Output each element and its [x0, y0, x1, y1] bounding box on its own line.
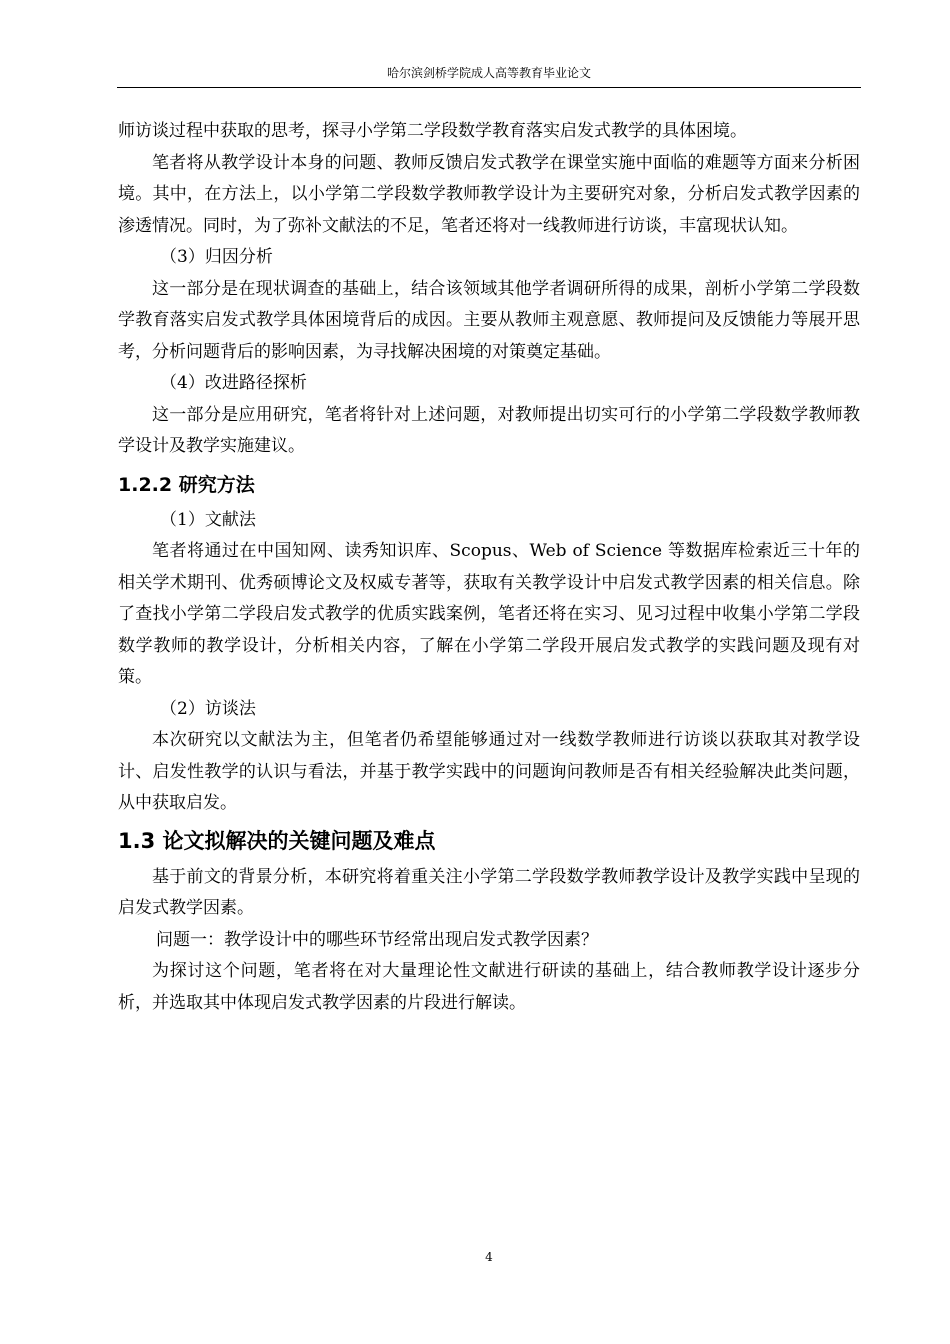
item-improvement-path: （4）改进路径探析 — [160, 373, 307, 393]
running-header: 哈尔滨剑桥学院成人高等教育毕业论文 — [386, 66, 591, 80]
paragraph-improvement: 这一部分是应用研究，笔者将针对上述问题，对教师提出切实可行的小学第二学段数学教师教学设计及教学实施建议。 — [118, 404, 860, 456]
paragraph-literature-method: 笔者将通过在中国知网、读秀知识库、Scopus、Web of Science 等数据库检索近三十年的相关学术期刊、优秀硕博论文及权威专著等，获取有关教学设计中启发式教学因素的相关信息。除了查找小学第二学段启发式教学的优质实践案例，笔者还将在实习、见习过程中收集小学第二学段数学教师的教学设计，分析相关内容，了解在小学第二学段开展启发式教学的实践问题及现有对策。 — [118, 541, 860, 687]
section-heading-research-methods: 1.2.2 研究方法 — [118, 473, 255, 496]
page-number: 4 — [485, 1250, 493, 1264]
paragraph-continuation: 师访谈过程中获取的思考，探寻小学第二学段数学教育落实启发式教学的具体困境。 — [118, 121, 747, 141]
header-rule — [117, 87, 861, 88]
item-literature-method: （1）文献法 — [160, 509, 256, 530]
paragraph-question-approach: 为探讨这个问题，笔者将在对大量理论性文献进行研读的基础上，结合教师教学设计逐步分析，并选取其中体现启发式教学因素的片段进行解读。 — [118, 961, 860, 1013]
item-interview-method: （2）访谈法 — [160, 698, 256, 719]
section-heading-key-problems: 1.3 论文拟解决的关键问题及难点 — [118, 828, 436, 853]
paragraph-background: 基于前文的背景分析，本研究将着重关注小学第二学段数学教师教学设计及教学实践中呈现的启发式教学因素。 — [118, 866, 860, 918]
paragraph-difficulty-analysis: 笔者将从教学设计本身的问题、教师反馈启发式教学在课堂实施中面临的难题等方面来分析困境。其中，在方法上，以小学第二学段数学教师教学设计为主要研究对象，分析启发式教学因素的渗透情况。同时，为了弥补文献法的不足，笔者还将对一线教师进行访谈，丰富现状认知。 — [118, 152, 860, 236]
question-one: 问题一：教学设计中的哪些环节经常出现启发式教学因素？ — [156, 929, 598, 950]
item-attribution-analysis: （3）归因分析 — [160, 247, 273, 267]
body-text — [118, 116, 860, 1019]
paragraph-interview-method: 本次研究以文献法为主，但笔者仍希望能够通过对一线数学教师进行访谈以获取其对教学设计、启发性教学的认识与看法，并基于教学实践中的问题询问教师是否有相关经验解决此类问题，从中获取启发。 — [118, 730, 860, 813]
paragraph-attribution: 这一部分是在现状调查的基础上，结合该领域其他学者调研所得的成果，剖析小学第二学段数学教育落实启发式教学具体困境背后的成因。主要从教师主观意愿、教师提问及反馈能力等展开思考，分析问题背后的影响因素，为寻找解决困境的对策奠定基础。 — [118, 278, 860, 362]
